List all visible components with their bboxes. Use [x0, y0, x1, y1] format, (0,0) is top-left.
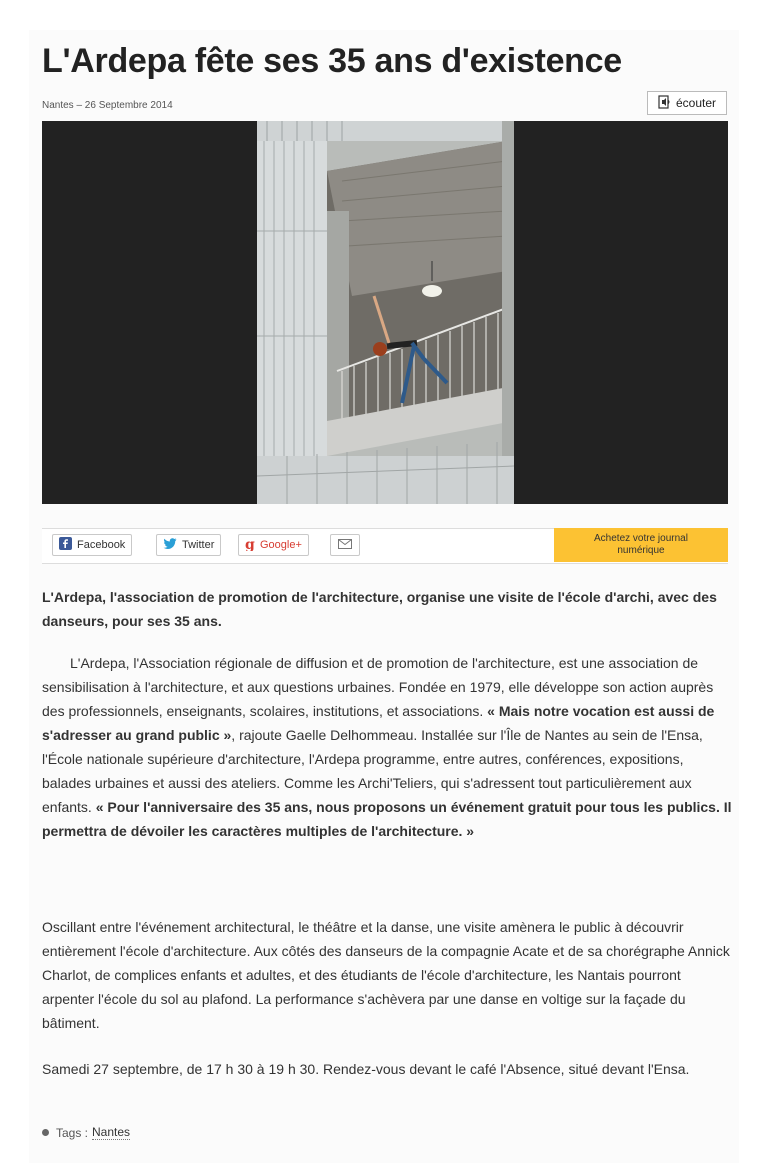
envelope-icon	[338, 539, 352, 552]
article-tags	[42, 1125, 130, 1140]
bullet-icon	[42, 1129, 49, 1136]
speaker-icon	[658, 95, 672, 112]
svg-text:g: g	[245, 536, 255, 551]
buy-digital-edition-button[interactable]	[554, 528, 728, 562]
article-title: L'Ardepa fête ses 35 ans d'existence	[42, 42, 622, 80]
article-paragraph: Samedi 27 septembre, de 17 h 30 à 19 h 30. Rendez-vous devant le café l'Absence, situé devant l'Ensa.	[42, 1061, 690, 1077]
article-paragraph: Oscillant entre l'événement architectural, le théâtre et la danse, une visite amènera le public à découvrir entièrement l'école d'architecture. Aux côtés des danseurs de la compagnie Acate et de sa chorégraphe Annick Charlot, de complices enfants et adultes, et des étudiants de l'école d'architecture, les Nantais pourront arpenter l'école du sol au plafond. La performance s'achèvera par une danse en voltige sur la façade du bâtiment.	[42, 919, 730, 1031]
twitter-icon	[163, 538, 177, 553]
paragraph-text: , rajoute Gaelle Delhommeau. Installée sur l'Île de Nantes au sein de l'Ensa, l'École nationale supérieure d'architecture, l'Ardepa programme, entre autres, conférences, expositions, balades urbaines et aussi des ateliers. Comme les Archi'Teliers, qui s'adressent tout particulièrement aux enfants.	[42, 727, 703, 815]
google-icon	[245, 537, 255, 554]
article-lead: L'Ardepa, l'association de promotion de l'architecture, organise une visite de l'école d'archi, avec des danseurs, pour ses 35 ans.	[42, 589, 717, 629]
facebook-icon	[59, 537, 72, 553]
email-share-button[interactable]	[330, 534, 360, 556]
facebook-label: Facebook	[77, 539, 126, 551]
listen-label: écouter	[675, 96, 717, 110]
facebook-share-button[interactable]	[52, 534, 132, 556]
buy-digital-edition-label: Achetez votre journal numérique	[594, 533, 688, 556]
article-paragraph	[42, 651, 732, 843]
article-photo	[42, 121, 728, 504]
article-quote: « Mais notre vocation est aussi de s'adresser au grand public »	[42, 703, 715, 743]
building-dancer-illustration	[42, 121, 728, 504]
twitter-share-button[interactable]	[156, 534, 221, 556]
article-quote: « Pour l'anniversaire des 35 ans, nous proposons un événement gratuit pour tous les publics. Il permettra de dévoiler les caractères multiples de l'architecture. »	[42, 799, 732, 839]
article-dateline: Nantes – 26 Septembre 2014	[42, 100, 173, 111]
tag-link-nantes[interactable]: Nantes	[92, 1125, 131, 1139]
listen-button[interactable]	[647, 91, 727, 115]
paragraph-text: L'Ardepa, l'Association régionale de diffusion et de promotion de l'architecture, est une association de sensibilisation à l'architecture, et aux questions urbaines. Fondée en 1979, elle développe son action auprès des professionnels, enseignants, scolaires, institutions, et associations.	[42, 655, 714, 719]
twitter-label: Twitter	[182, 539, 215, 551]
google-label: Google+	[260, 539, 302, 551]
tags-label: Tags :	[56, 1125, 89, 1140]
google-share-button[interactable]	[238, 534, 309, 556]
